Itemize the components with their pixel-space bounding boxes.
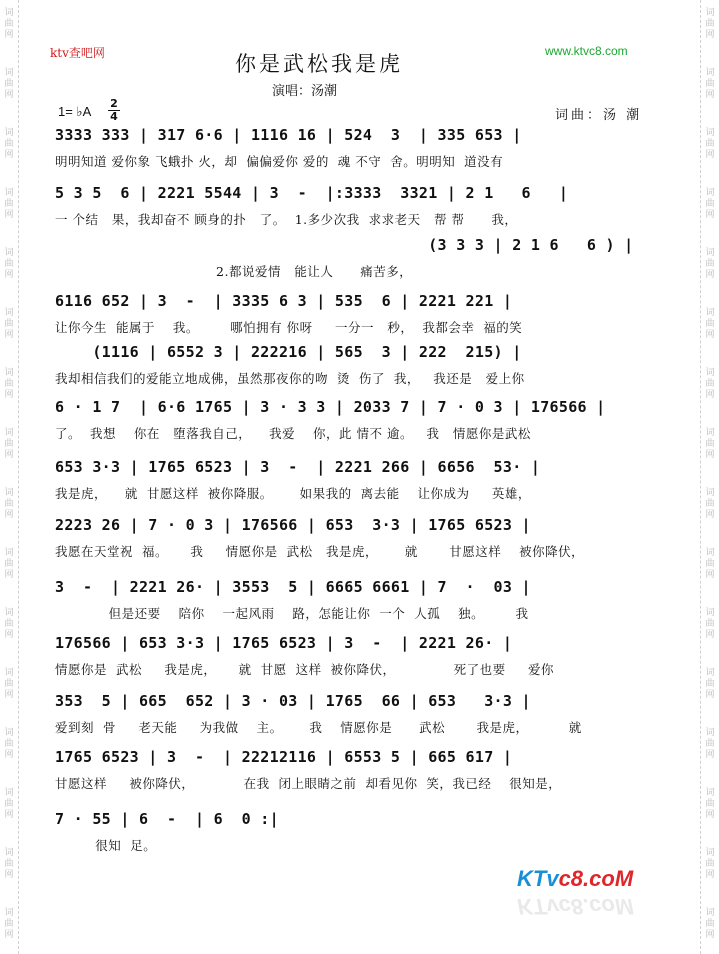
- watermark-char: 曲: [705, 859, 715, 869]
- ktvc8-logo: [517, 866, 633, 892]
- watermark-char: 曲: [4, 559, 14, 569]
- watermark-char: 曲: [705, 499, 715, 509]
- watermark-char: 曲: [705, 559, 715, 569]
- notation-line: 6116 652 | 3 - | 3335 6 3 | 535 6 | 2221 221 |: [55, 292, 513, 310]
- watermark-char: 网: [705, 270, 715, 280]
- watermark-char: 网: [4, 750, 14, 760]
- watermark-char: 曲: [4, 499, 14, 509]
- notation-line: (3 3 3 | 2 1 6 6 ) |: [55, 236, 634, 254]
- watermark-char: 曲: [4, 79, 14, 89]
- notation-line: 3333 333 | 317 6·6 | 1116 16 | 524 3 | 335 653 |: [55, 126, 522, 144]
- watermark-char: 曲: [4, 439, 14, 449]
- watermark-char: 词: [4, 68, 14, 78]
- watermark-char: 词: [705, 548, 715, 558]
- watermark-char: 网: [4, 570, 14, 580]
- notation-line: 353 5 | 665 652 | 3 · 03 | 1765 66 | 653 3·3 |: [55, 692, 531, 710]
- watermark-char: 网: [705, 90, 715, 100]
- watermark-char: 词: [705, 428, 715, 438]
- watermark-char: 网: [4, 150, 14, 160]
- watermark-char: 曲: [4, 859, 14, 869]
- watermark-char: 网: [705, 150, 715, 160]
- watermark-char: 网: [4, 810, 14, 820]
- notation-line: (1116 | 6552 3 | 222216 | 565 3 | 222 215) |: [55, 343, 522, 361]
- watermark-char: 词: [4, 668, 14, 678]
- site-name-left[interactable]: ktv查吧网: [50, 46, 105, 60]
- watermark-char: 曲: [4, 379, 14, 389]
- watermark-char: 曲: [4, 259, 14, 269]
- notation-line: 176566 | 653 3·3 | 1765 6523 | 3 - | 2221 26· |: [55, 634, 513, 652]
- watermark-char: 词: [705, 728, 715, 738]
- watermark-char: 词: [4, 308, 14, 318]
- watermark-char: 词: [4, 368, 14, 378]
- watermark-char: 曲: [4, 199, 14, 209]
- watermark-char: 曲: [705, 319, 715, 329]
- notation-line: 3 - | 2221 26· | 3553 5 | 6665 6661 | 7 · 03 |: [55, 578, 531, 596]
- watermark-char: 网: [705, 930, 715, 940]
- watermark-char: 网: [4, 510, 14, 520]
- watermark-char: 网: [705, 750, 715, 760]
- watermark-char: 曲: [4, 139, 14, 149]
- watermark-char: 词: [705, 908, 715, 918]
- notation-line: 2223 26 | 7 · 0 3 | 176566 | 653 3·3 | 1765 6523 |: [55, 516, 531, 534]
- notation-line: 1765 6523 | 3 - | 22212116 | 6553 5 | 665 617 |: [55, 748, 513, 766]
- watermark-char: 曲: [705, 919, 715, 929]
- key-signature: 1= ♭A: [58, 104, 92, 119]
- watermark-char: 网: [4, 930, 14, 940]
- watermark-char: 网: [705, 330, 715, 340]
- watermark-char: 网: [4, 30, 14, 40]
- watermark-char: 曲: [705, 199, 715, 209]
- watermark-char: 词: [705, 308, 715, 318]
- watermark-char: 曲: [705, 79, 715, 89]
- logo-reflection: KTvc8.coM: [517, 894, 634, 919]
- watermark-char: 网: [4, 870, 14, 880]
- notation-line: 5 3 5 6 | 2221 5544 | 3 - |:3333 3321 | 2 1 6 |: [55, 184, 569, 202]
- logo-part-a: KTv: [517, 866, 559, 891]
- watermark-char: 曲: [705, 739, 715, 749]
- watermark-char: 词: [705, 248, 715, 258]
- time-sig-bottom: 4: [110, 110, 118, 123]
- watermark-char: 曲: [4, 619, 14, 629]
- watermark-char: 网: [4, 390, 14, 400]
- watermark-char: 网: [4, 690, 14, 700]
- time-signature: [108, 99, 120, 122]
- lyric-line: 很知 足。: [55, 838, 157, 853]
- watermark-char: 曲: [705, 619, 715, 629]
- watermark-char: 词: [4, 128, 14, 138]
- lyric-line: 了。 我想 你在 堕落我自己， 我爱 你，此 情不 逾。 我 情愿你是武松: [55, 426, 531, 441]
- watermark-char: 网: [4, 210, 14, 220]
- watermark-char: 词: [4, 488, 14, 498]
- lyric-line: 情愿你是 武松 我是虎， 就 甘愿 这样 被你降伏， 死了也要 爱你: [55, 662, 555, 677]
- watermark-char: 网: [705, 510, 715, 520]
- watermark-char: 曲: [705, 799, 715, 809]
- composer-credit: 词曲：汤 潮: [555, 108, 643, 123]
- watermark-char: 词: [4, 728, 14, 738]
- watermark-char: 词: [705, 608, 715, 618]
- watermark-char: 词: [705, 128, 715, 138]
- watermark-char: 词: [4, 8, 14, 18]
- lyric-line: 甘愿这样 被你降伏， 在我 闭上眼睛之前 却看见你 笑，我已经 很知是，: [55, 776, 562, 791]
- watermark-char: 词: [705, 68, 715, 78]
- notation-line: 6 · 1 7 | 6·6 1765 | 3 · 3 3 | 2033 7 | 7 · 0 3 | 176566 |: [55, 398, 606, 416]
- watermark-char: 网: [4, 450, 14, 460]
- watermark-char: 网: [705, 810, 715, 820]
- watermark-char: 网: [705, 630, 715, 640]
- lyric-line: 让你今生 能属于 我。 哪怕拥有 你呀 一分一 秒， 我都会幸 福的笑: [55, 320, 523, 335]
- watermark-char: 网: [705, 390, 715, 400]
- notation-line: 653 3·3 | 1765 6523 | 3 - | 2221 266 | 6656 53· |: [55, 458, 541, 476]
- watermark-char: 词: [4, 788, 14, 798]
- watermark-char: 词: [705, 368, 715, 378]
- singer-credit: 演唱：汤潮: [272, 84, 338, 99]
- watermark-char: 网: [705, 450, 715, 460]
- right-margin-guide: [700, 0, 701, 954]
- lyric-line: 我却相信我们的爱能立地成佛，虽然那夜你的吻 烫 伤了 我， 我还是 爱上你: [55, 371, 525, 386]
- lyric-line: 爱到刻 骨 老天能 为我做 主。 我 情愿你是 武松 我是虎， 就: [55, 720, 582, 735]
- lyric-line: 我愿在天堂祝 福。 我 情愿你是 武松 我是虎， 就 甘愿这样 被你降伏，: [55, 544, 585, 559]
- watermark-char: 曲: [4, 919, 14, 929]
- watermark-char: 词: [4, 248, 14, 258]
- watermark-char: 曲: [705, 139, 715, 149]
- lyric-line: 我是虎， 就 甘愿这样 被你降服。 如果我的 离去能 让你成为 英雄，: [55, 486, 531, 501]
- watermark-char: 曲: [4, 679, 14, 689]
- left-watermark-strip: [1, 0, 17, 954]
- watermark-char: 曲: [705, 679, 715, 689]
- watermark-char: 词: [705, 788, 715, 798]
- lyric-line: 一 个结 果，我却奋不 顾身的扑 了。 1.多少次我 求求老天 帮 帮 我，: [55, 212, 518, 227]
- lyric-line: 明明知道 爱你象 飞蛾扑 火，却 偏偏爱你 爱的 魂 不守 舍。明明知 道没有: [55, 154, 504, 169]
- watermark-char: 词: [705, 8, 715, 18]
- watermark-char: 网: [705, 870, 715, 880]
- watermark-char: 曲: [705, 259, 715, 269]
- watermark-char: 曲: [4, 319, 14, 329]
- watermark-char: 曲: [705, 439, 715, 449]
- logo-part-b: c8.coM: [558, 866, 634, 891]
- watermark-char: 词: [4, 848, 14, 858]
- watermark-char: 曲: [4, 799, 14, 809]
- watermark-char: 词: [705, 488, 715, 498]
- lyric-line: 2.都说爱情 能让人 痛苦多，: [55, 264, 413, 279]
- notation-line: 7 · 55 | 6 - | 6 0 :|: [55, 810, 279, 828]
- right-watermark-strip: [702, 0, 718, 954]
- left-margin-guide: [18, 0, 19, 954]
- watermark-char: 网: [705, 210, 715, 220]
- song-title: 你是武松我是虎: [235, 52, 403, 76]
- watermark-char: 曲: [4, 19, 14, 29]
- watermark-char: 词: [4, 608, 14, 618]
- watermark-char: 词: [705, 668, 715, 678]
- watermark-char: 网: [705, 690, 715, 700]
- watermark-char: 词: [705, 188, 715, 198]
- watermark-char: 网: [4, 270, 14, 280]
- watermark-char: 词: [4, 908, 14, 918]
- lyric-line: 但是还要 陪你 一起风雨 路，怎能让你 一个 人孤 独。 我: [55, 606, 529, 621]
- watermark-char: 曲: [4, 739, 14, 749]
- time-sig-top: 2: [110, 97, 118, 110]
- watermark-char: 曲: [705, 19, 715, 29]
- watermark-char: 词: [4, 188, 14, 198]
- watermark-char: 词: [705, 848, 715, 858]
- watermark-char: 网: [705, 30, 715, 40]
- watermark-char: 网: [705, 570, 715, 580]
- site-url-right[interactable]: www.ktvc8.com: [545, 44, 628, 58]
- watermark-char: 网: [4, 330, 14, 340]
- watermark-char: 网: [4, 90, 14, 100]
- watermark-char: 词: [4, 428, 14, 438]
- watermark-char: 词: [4, 548, 14, 558]
- watermark-char: 曲: [705, 379, 715, 389]
- watermark-char: 网: [4, 630, 14, 640]
